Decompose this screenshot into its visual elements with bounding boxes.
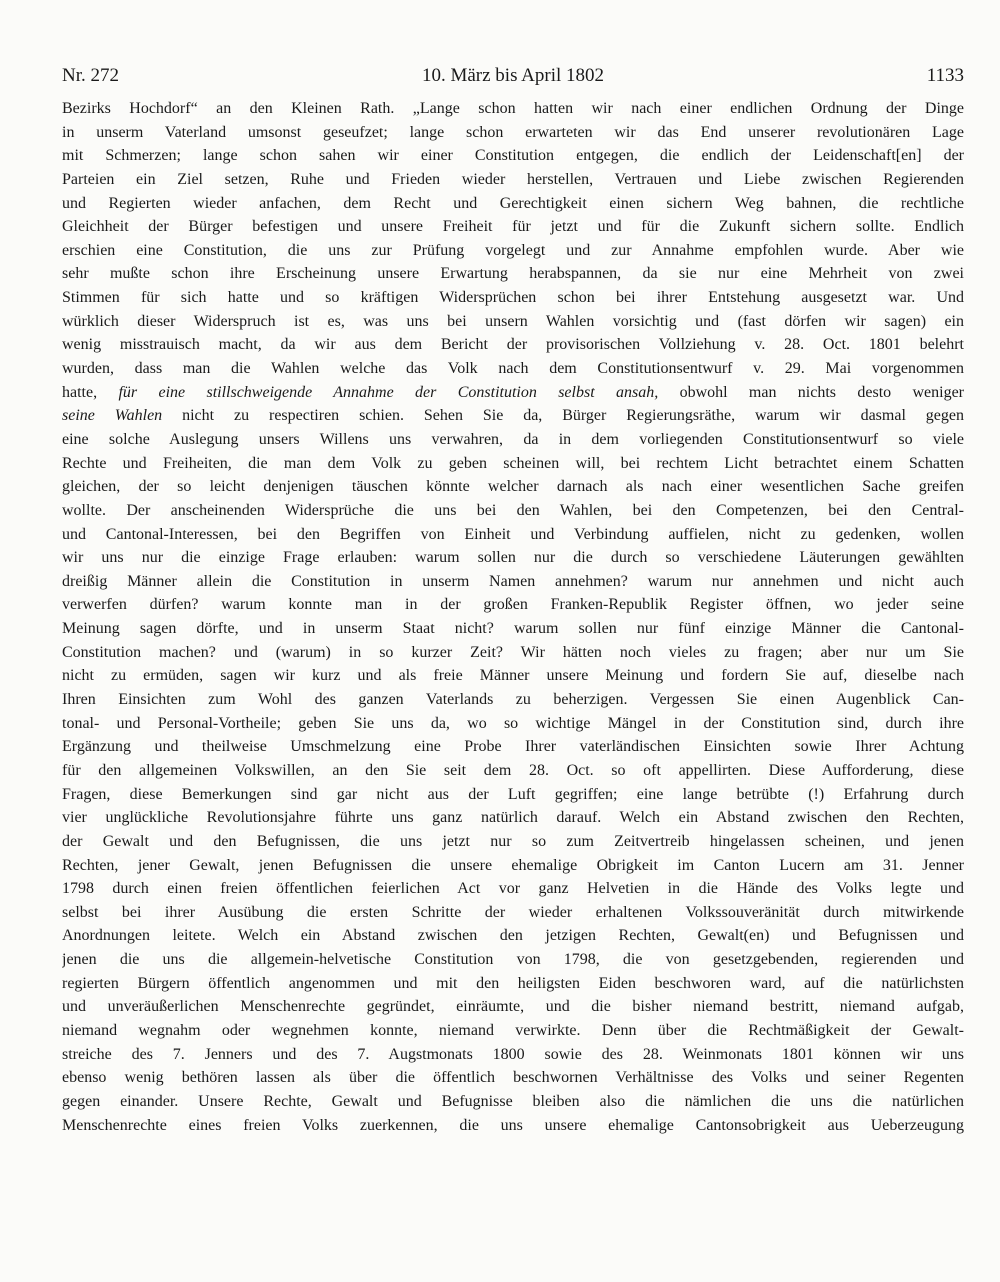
text-line-content: erschien eine Constitution, die uns zur Prüfung vorgelegt und zur Annahme empfohlen wurde. Aber wie — [62, 241, 964, 259]
text-line-content: Gleichheit der Bürger befestigen und unsere Freiheit für jetzt und für die Zukunft sichern sollte. Endlich — [62, 218, 964, 236]
text-line — [62, 877, 964, 901]
text-line-content: nicht zu ermüden, sagen wir kurz und als freie Männer unsere Meinung und fordern Sie auf, dieselbe nach — [62, 667, 964, 685]
text-line-content: verwerfen dürfen? warum konnte man in der großen Franken-Republik Register öffnen, wo jeder seine — [62, 596, 964, 614]
text-line — [62, 239, 964, 263]
text-line — [62, 333, 964, 357]
text-line-content: sehr mußte schon ihre Erscheinung unsere Erwartung herabspannen, da sie nur eine Mehrheit von zwei — [62, 265, 964, 283]
text-line-content: Ihren Einsichten zum Wohl des ganzen Vaterlands zu beherzigen. Vergessen Sie einen Augenblick Can- — [62, 691, 964, 709]
body-text — [62, 97, 964, 1137]
text-line — [62, 1066, 964, 1090]
text-line — [62, 759, 964, 783]
text-line-content: würklich dieser Widerspruch ist es, was uns bei unsern Wahlen vorsichtig und (fast dörfen wir sagen) ein — [62, 312, 964, 330]
text-line-content: Parteien ein Ziel setzen, Ruhe und Frieden wieder herstellen, Vertrauen und Liebe zwischen Regierenden — [62, 170, 964, 188]
text-line-content: Bezirks Hochdorf“ an den Kleinen Rath. „Lange schon hatten wir nach einer endlichen Ordnung der Dinge — [62, 100, 964, 117]
text-line — [62, 523, 964, 547]
text-line-content: mit Schmerzen; lange schon sahen wir einer Constitution entgegen, die endlich der Leidenschaft[en] der — [62, 147, 964, 165]
text-line — [62, 428, 964, 452]
text-line-content: 1798 durch einen freien öffentlichen feierlichen Act vor ganz Helvetien in die Hände des Volks legte und — [62, 880, 964, 898]
text-line-content: streiche des 7. Jenners und des 7. Augstmonats 1800 sowie des 28. Weinmonats 1801 können wir uns — [62, 1045, 964, 1063]
text-line-content: in unserm Vaterland umsonst geseufzet; lange schon erwarteten wir das End unserer revolutionären Lage — [62, 123, 964, 141]
text-line — [62, 475, 964, 499]
text-line — [62, 192, 964, 216]
text-line-content: obwohl man nichts desto weniger — [658, 383, 964, 401]
text-line — [62, 664, 964, 688]
text-line-content: Stimmen für sich hatte und so kräftigen Widersprüchen schon bei ihrer Entstehung ausgesetzt war. Und — [62, 289, 964, 307]
text-line — [62, 144, 964, 168]
italic-emphasis: für eine stillschweigende Annahme der Constitution selbst ansah, — [118, 383, 659, 401]
text-line-content: Menschenrechte eines freien Volks zuerkennen, die uns unsere ehemalige Cantonsobrigkeit aus Ueberzeugung — [62, 1116, 964, 1134]
italic-emphasis: seine Wahlen — [62, 407, 163, 425]
text-line — [62, 972, 964, 996]
text-line — [62, 310, 964, 334]
text-line — [62, 688, 964, 712]
text-line-content: jenen die uns die allgemein-helvetische Constitution von 1798, die von gesetzgebenden, regierenden und — [62, 951, 964, 969]
text-line-content: Anordnungen leitete. Welch ein Abstand zwischen den jetzigen Rechten, Gewalt(en) und Befugnissen und — [62, 927, 964, 945]
text-line-content: hatte, — [62, 383, 119, 401]
text-line — [62, 546, 964, 570]
text-line — [62, 901, 964, 925]
text-line — [62, 97, 964, 121]
text-line — [62, 783, 964, 807]
text-line-content: eine solche Auslegung unsers Willens uns verwahren, da in dem vorliegenden Constitutionsentwurf so viele — [62, 430, 964, 448]
text-line — [62, 168, 964, 192]
text-line-content: regierten Bürgern öffentlich angenommen und mit den heiligsten Eiden beschworen ward, auf die natürlichsten — [62, 974, 964, 992]
text-line-content: Ergänzung und theilweise Umschmelzung eine Probe Ihrer vaterländischen Einsichten sowie Ihrer Achtung — [62, 738, 964, 756]
text-line-content: dreißig Männer allein die Constitution in unserm Namen annehmen? warum nur annehmen und nicht auch — [62, 572, 964, 590]
text-line-content: Constitution machen? und (warum) in so kurzer Zeit? Wir hätten noch vieles zu fragen; aber nur um Sie — [62, 643, 964, 661]
text-line — [62, 593, 964, 617]
text-line-content: niemand wegnahm oder wegnehmen konnte, niemand verwirkte. Denn über die Rechtmäßigkeit der Gewalt- — [62, 1021, 964, 1039]
text-line — [62, 1019, 964, 1043]
text-line-content: tonal- und Personal-Vortheile; geben Sie uns da, wo so wichtige Mängel in der Constitution sind, durch ihre — [62, 714, 964, 732]
text-line — [62, 1043, 964, 1067]
text-line — [62, 262, 964, 286]
text-line-content: wir uns nur die einzige Frage erlauben: warum sollen nur die durch so verschiedene Läuterungen gewählten — [62, 549, 964, 567]
text-line — [62, 735, 964, 759]
text-line — [62, 121, 964, 145]
text-line — [62, 617, 964, 641]
running-head — [62, 62, 964, 90]
text-line — [62, 215, 964, 239]
text-line-content: gleichen, der so leicht denjenigen täuschen könnte welcher darnach als nach einer wesentlichen Sache greifen — [62, 478, 964, 496]
text-line — [62, 570, 964, 594]
text-line-content: Fragen, diese Bemerkungen sind gar nicht aus der Luft gegriffen; eine lange betrübte (!) Erfahrung durch — [62, 785, 964, 803]
text-line — [62, 381, 964, 405]
text-line — [62, 286, 964, 310]
text-line-content: und Regierten wieder anfachen, dem Recht und Gerechtigkeit einen sichern Weg bahnen, die rechtliche — [62, 194, 964, 212]
date-range-title: 10. März bis April 1802 — [421, 65, 605, 86]
text-line — [62, 948, 964, 972]
text-line — [62, 830, 964, 854]
document-number: Nr. 272 — [62, 65, 119, 86]
text-line-content: gegen einander. Unsere Rechte, Gewalt und Befugnisse bleiben also die nämlichen die uns die natürlichen — [62, 1092, 964, 1110]
text-line-content: Meinung sagen dörfte, und in unserm Staat nicht? warum sollen nur fünf einzige Männer die Cantonal- — [62, 620, 964, 638]
text-line — [62, 404, 964, 428]
text-line — [62, 499, 964, 523]
text-line — [62, 806, 964, 830]
text-line-content: wenig misstrauisch macht, da wir aus dem Bericht der provisorischen Vollziehung v. 28. Oct. 1801 belehrt — [62, 336, 964, 354]
text-line-content: selbst bei ihrer Ausübung die ersten Schritte der wieder erhaltenen Volkssouveränität durch mitwirkende — [62, 903, 964, 921]
text-line-content: für den allgemeinen Volkswillen, an den Sie seit dem 28. Oct. so oft appellirten. Diese Aufforderung, diese — [62, 761, 964, 779]
text-line-content: wurden, dass man die Wahlen welche das Volk nach dem Constitutionsentwurf v. 29. Mai vorgenommen — [62, 360, 964, 378]
text-line — [62, 641, 964, 665]
text-line — [62, 357, 964, 381]
text-line-content: und unveräußerlichen Menschenrechte gegründet, einräumte, und die bisher niemand bestritt, niemand aufgab, — [62, 998, 964, 1016]
text-line — [62, 924, 964, 948]
text-line-content: der Gewalt und den Befugnissen, die uns jetzt nur so zum Zeitvertreib hingelassen scheinen, und jenen — [62, 832, 964, 850]
text-line-content: und Cantonal-Interessen, bei den Begriffen von Einheit und Verbindung auffielen, nicht zu gedenken, wollen — [62, 525, 964, 543]
text-line-content: vier unglückliche Revolutionsjahre führte uns ganz natürlich darauf. Welch ein Abstand zwischen den Rechten, — [62, 809, 964, 827]
text-line-content: Rechte und Freiheiten, die man dem Volk zu geben scheinen will, bei rechtem Licht betrachtet einem Schatten — [62, 454, 964, 472]
text-line-content: ebenso wenig bethören lassen als über die öffentlich beschwornen Verhältnisse des Volks und seiner Regenten — [62, 1069, 964, 1087]
text-line — [62, 995, 964, 1019]
text-line — [62, 1114, 964, 1138]
text-line-content: nicht zu respectiren schien. Sehen Sie da, Bürger Regierungsräthe, warum wir dasmal gegen — [162, 407, 964, 425]
page-number: 1133 — [926, 65, 964, 86]
text-line — [62, 452, 964, 476]
text-line-content: Rechten, jener Gewalt, jenen Befugnissen die unsere ehemalige Obrigkeit im Canton Lucern am 31. Jenner — [62, 856, 964, 874]
text-line — [62, 712, 964, 736]
text-line — [62, 1090, 964, 1114]
text-line — [62, 854, 964, 878]
text-line-content: wollte. Der anscheinenden Widersprüche die uns bei den Wahlen, bei den Competenzen, bei den Central- — [62, 501, 964, 519]
